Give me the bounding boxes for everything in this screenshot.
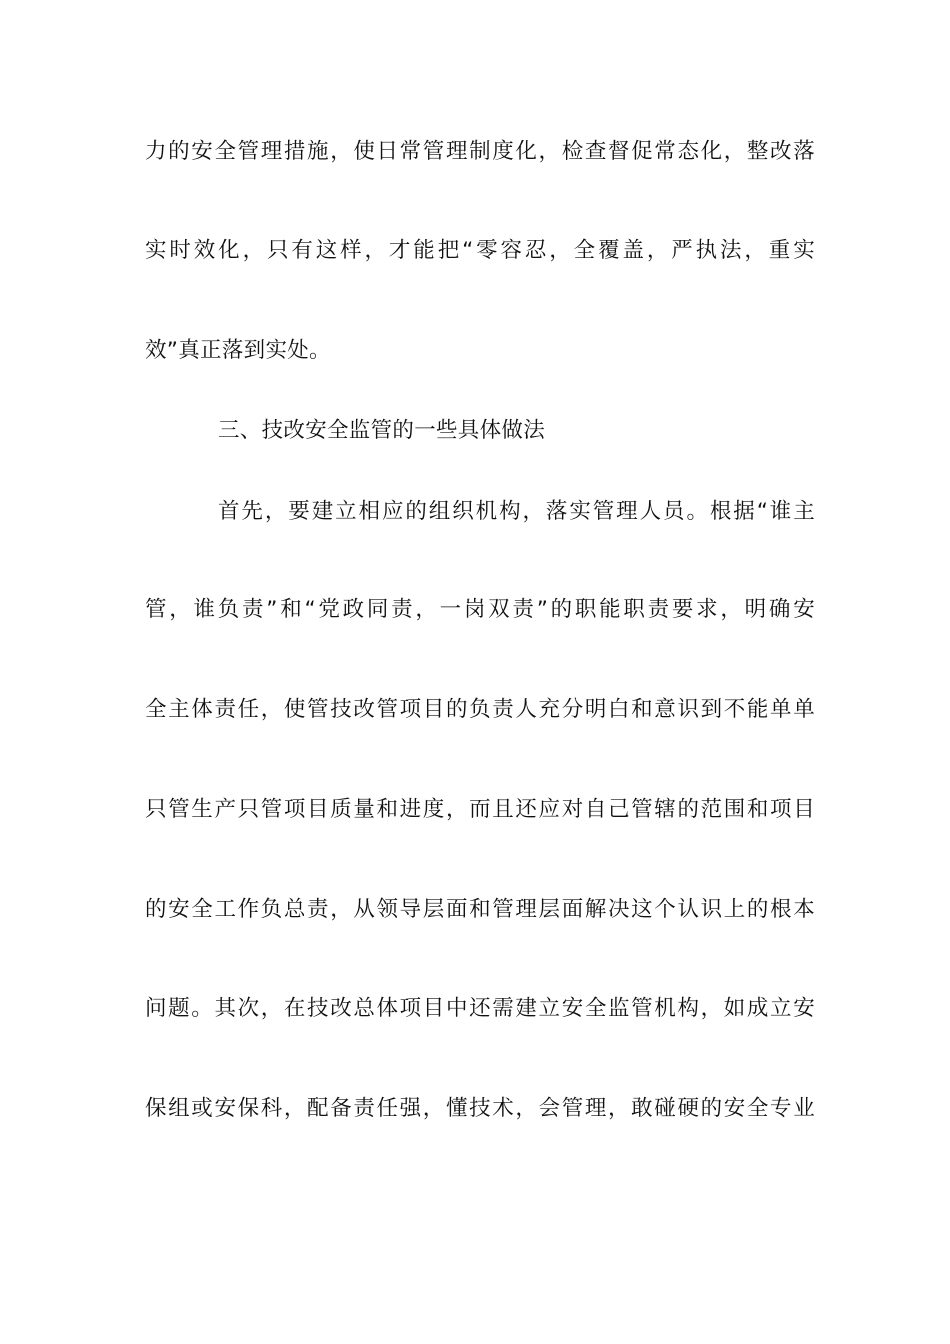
paragraph-line: 的安全工作负总责，从领导层面和管理层面解决这个认识上的根本 xyxy=(145,897,815,922)
section-heading: 三、技改安全监管的一些具体做法 xyxy=(218,418,546,443)
paragraph-line: 实时效化，只有这样，才能把“零容忍，全覆盖，严执法，重实 xyxy=(145,238,815,263)
paragraph-line: 管，谁负责”和“党政同责，一岗双责”的职能职责要求，明确安 xyxy=(145,597,815,622)
paragraph-line: 效”真正落到实处。 xyxy=(145,338,331,363)
paragraph-line: 只管生产只管项目质量和进度，而且还应对自己管辖的范围和项目 xyxy=(145,797,815,822)
paragraph-line: 力的安全管理措施，使日常管理制度化，检查督促常态化，整改落 xyxy=(145,139,815,164)
paragraph-line: 首先，要建立相应的组织机构，落实管理人员。根据“谁主 xyxy=(218,499,815,524)
paragraph-line: 问题。其次，在技改总体项目中还需建立安全监管机构，如成立安 xyxy=(145,996,815,1021)
paragraph-line: 全主体责任，使管技改管项目的负责人充分明白和意识到不能单单 xyxy=(145,697,815,722)
paragraph-line: 保组或安保科，配备责任强，懂技术，会管理，敢碰硬的安全专业 xyxy=(145,1096,815,1121)
